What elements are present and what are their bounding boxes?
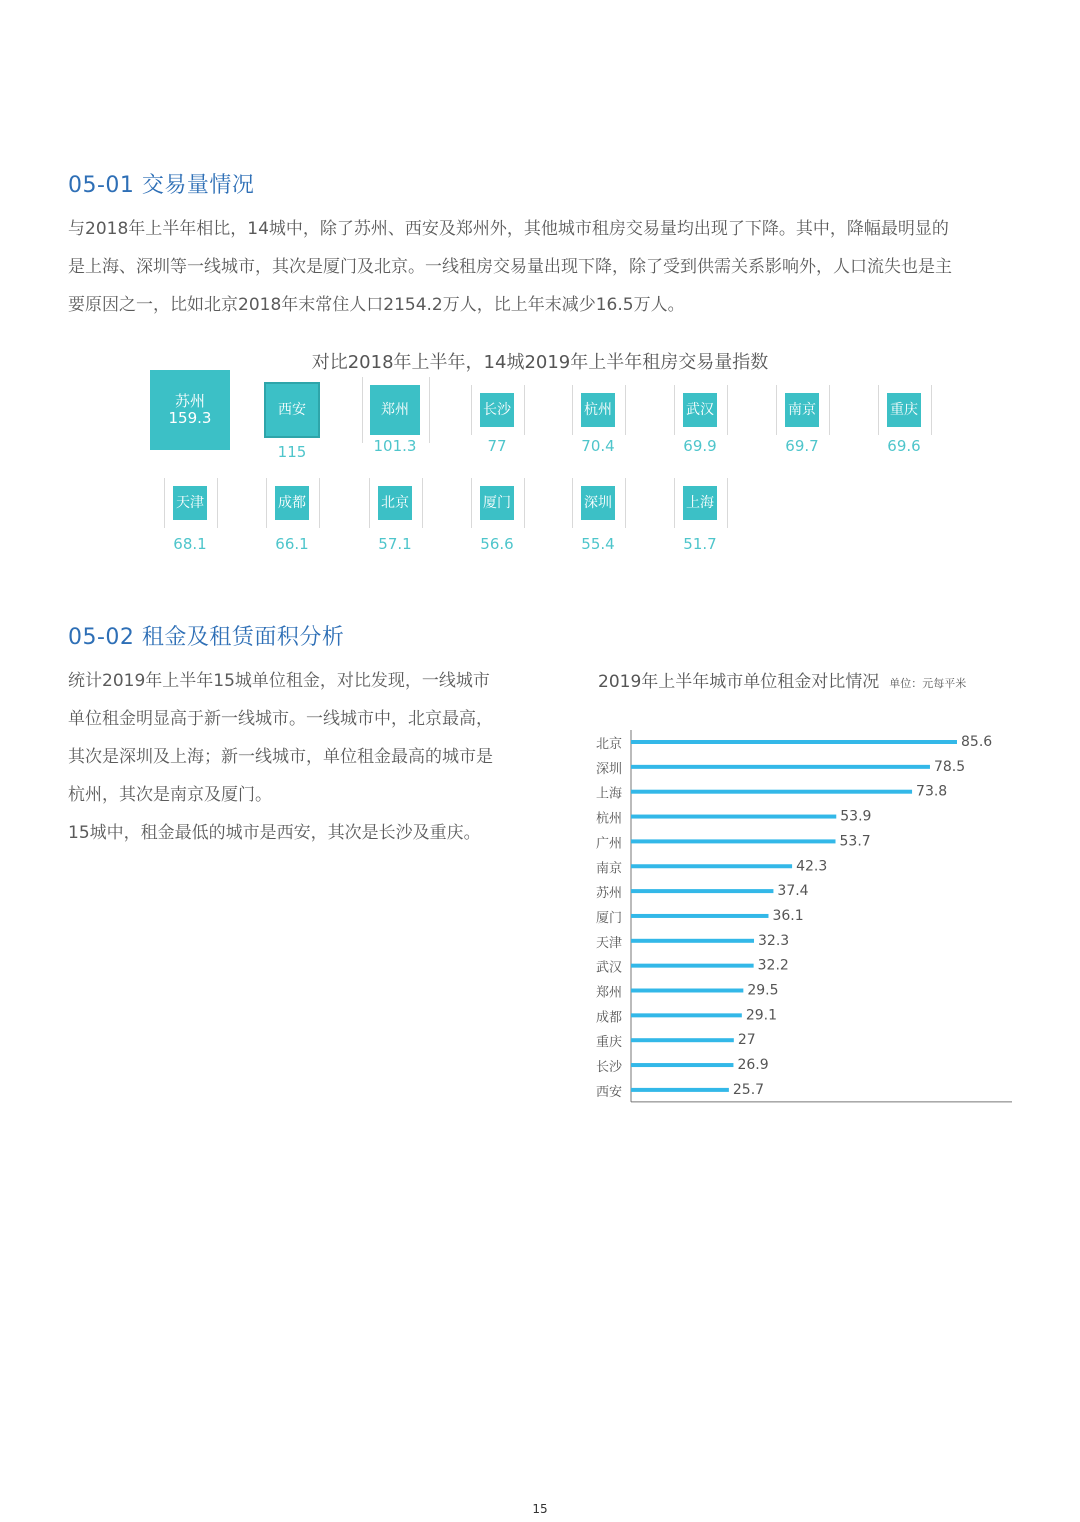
rent-bar xyxy=(631,889,773,893)
rent-bar xyxy=(631,914,768,918)
bar-category-label: 西安 xyxy=(595,1084,622,1100)
rent-bar xyxy=(631,815,836,819)
index-tile xyxy=(683,486,717,520)
index-tile xyxy=(887,393,921,427)
paragraph-line: 15城中，租金最低的城市是西安，其次是长沙及重庆。 xyxy=(68,823,481,843)
index-value-label: 77 xyxy=(487,437,507,455)
bar-value-label: 42.3 xyxy=(796,858,828,875)
index-tile xyxy=(264,382,320,438)
rent-chart-unit: 单位：元每平米 xyxy=(889,677,967,690)
index-value-label: 51.7 xyxy=(683,535,717,553)
index-city-label: 长沙 xyxy=(483,401,511,418)
index-value-label: 69.9 xyxy=(683,437,717,455)
paragraph-line: 单位租金明显高于新一线城市。一线城市中，北京最高， xyxy=(68,709,493,729)
paragraph-line: 是上海、深圳等一线城市，其次是厦门及北京。一线租房交易量出现下降，除了受到供需关系影响外，人口流失也是主 xyxy=(68,257,952,277)
index-city-label: 郑州 xyxy=(381,401,409,418)
index-city-label: 成都 xyxy=(278,494,306,511)
index-value-label: 70.4 xyxy=(581,437,615,455)
index-value-label: 57.1 xyxy=(378,535,412,553)
index-tile xyxy=(173,486,207,520)
rent-bar xyxy=(631,1013,742,1017)
rent-bar-chart xyxy=(580,720,1020,1110)
bar-category-label: 天津 xyxy=(595,935,622,951)
bar-value-label: 25.7 xyxy=(732,1081,765,1098)
bar-category-label: 杭州 xyxy=(595,811,622,827)
index-tile xyxy=(581,486,615,520)
rent-chart-title-text: 2019年上半年城市单位租金对比情况 xyxy=(598,672,880,692)
index-city-label: 深圳 xyxy=(584,494,612,511)
bar-value-label: 32.3 xyxy=(758,932,790,949)
index-tile xyxy=(683,393,717,427)
index-chart xyxy=(0,0,1080,600)
bar-value-label: 53.7 xyxy=(839,833,871,850)
index-value-label: 69.7 xyxy=(785,437,819,455)
index-city-label: 重庆 xyxy=(890,401,918,418)
index-tile xyxy=(378,486,412,520)
rent-bar xyxy=(631,765,930,769)
index-tile xyxy=(581,393,615,427)
rent-bar xyxy=(631,939,754,943)
bar-category-label: 苏州 xyxy=(595,886,622,902)
index-value-label: 66.1 xyxy=(275,535,309,553)
index-city-label: 西安 xyxy=(278,401,306,418)
index-city-label: 南京 xyxy=(788,401,816,418)
index-city-label: 武汉 xyxy=(686,401,714,418)
index-chart-title: 对比2018年上半年，14城2019年上半年租房交易量指数 xyxy=(311,352,769,373)
rent-bar xyxy=(631,790,912,794)
bar-value-label: 85.6 xyxy=(961,734,993,750)
bar-category-label: 厦门 xyxy=(595,910,622,926)
bar-category-label: 北京 xyxy=(595,737,622,752)
index-value-label: 115 xyxy=(277,443,307,461)
index-tile xyxy=(275,486,309,520)
index-tile xyxy=(150,370,230,450)
rent-bar xyxy=(631,1038,734,1042)
paragraph-line: 杭州，其次是南京及厦门。 xyxy=(68,785,272,805)
bar-value-label: 29.5 xyxy=(747,982,779,999)
index-city-label: 天津 xyxy=(176,494,204,511)
rent-paragraph xyxy=(68,662,528,852)
rent-bar xyxy=(631,989,743,993)
bar-value-label: 78.5 xyxy=(933,758,966,775)
index-tile xyxy=(785,393,819,427)
index-value-label: 101.3 xyxy=(373,437,417,455)
index-city-label: 苏州 xyxy=(174,392,205,410)
bar-value-label: 26.9 xyxy=(737,1057,769,1074)
index-value-label: 69.6 xyxy=(887,437,921,455)
rent-bar xyxy=(631,864,792,868)
bar-category-label: 广州 xyxy=(595,836,622,852)
page-number: 15 xyxy=(532,1502,548,1516)
bar-category-label: 成都 xyxy=(595,1010,622,1026)
bar-value-label: 73.8 xyxy=(916,783,948,800)
index-tile xyxy=(480,486,514,520)
rent-bar xyxy=(631,740,957,744)
section-title-rent: 05-02 租金及租赁面积分析 xyxy=(68,625,345,650)
index-city-label: 上海 xyxy=(686,494,714,511)
bar-category-label: 南京 xyxy=(595,861,622,877)
index-value-label: 55.4 xyxy=(581,535,615,553)
index-city-label: 杭州 xyxy=(584,401,612,418)
rent-bar xyxy=(631,1088,729,1092)
bar-value-label: 37.4 xyxy=(777,883,809,900)
bar-category-label: 武汉 xyxy=(595,960,622,976)
index-tile xyxy=(480,393,514,427)
paragraph-line: 与2018年上半年相比，14城中，除了苏州、西安及郑州外，其他城市租房交易量均出现了下降。其中，降幅最明显的 xyxy=(68,219,949,239)
rent-bar xyxy=(631,839,836,843)
bar-category-label: 长沙 xyxy=(595,1060,622,1076)
section-title-transaction: 05-01 交易量情况 xyxy=(68,173,255,198)
index-tile xyxy=(370,385,420,435)
bar-category-label: 深圳 xyxy=(595,761,622,777)
bar-category-label: 郑州 xyxy=(595,985,622,1001)
bar-value-label: 53.9 xyxy=(840,808,872,825)
rent-bar xyxy=(631,1063,733,1067)
bar-value-label: 32.2 xyxy=(757,957,789,974)
index-value-label: 56.6 xyxy=(480,535,514,553)
rent-bar xyxy=(631,964,754,968)
paragraph-line: 统计2019年上半年15城单位租金，对比发现，一线城市 xyxy=(68,671,490,691)
index-city-label: 北京 xyxy=(381,494,409,511)
bar-value-label: 29.1 xyxy=(745,1007,777,1024)
bar-category-label: 上海 xyxy=(595,786,622,802)
index-city-label: 厦门 xyxy=(483,494,511,511)
bar-value-label: 27 xyxy=(737,1032,756,1049)
paragraph-line: 其次是深圳及上海；新一线城市，单位租金最高的城市是 xyxy=(68,747,493,767)
index-value-label: 68.1 xyxy=(173,535,207,553)
rent-chart-title xyxy=(598,667,966,692)
paragraph-line: 要原因之一，比如北京2018年末常住人口2154.2万人，比上年末减少16.5万人。 xyxy=(68,295,685,315)
bar-category-label: 重庆 xyxy=(595,1035,622,1051)
index-value-label: 159.3 xyxy=(168,409,212,427)
bar-value-label: 36.1 xyxy=(772,907,804,924)
